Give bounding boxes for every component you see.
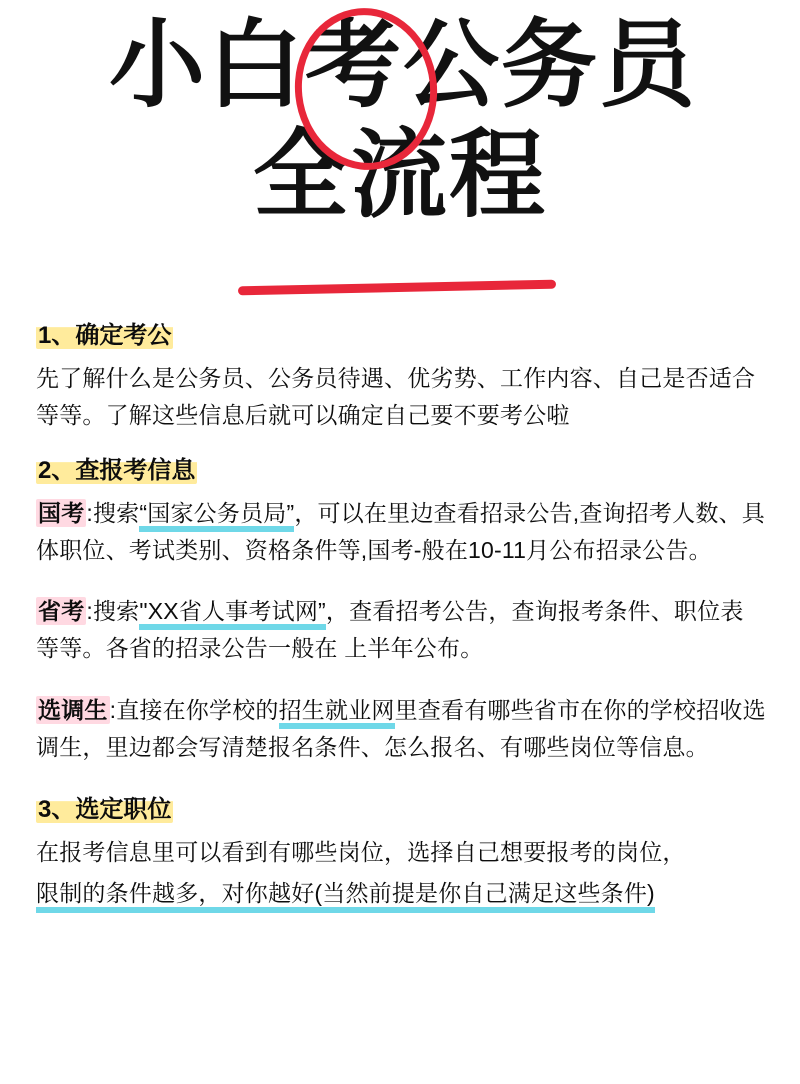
selected-graduate-text-1: :直接在你学校的: [109, 696, 279, 723]
poster-title-block: [0, 0, 800, 229]
spacer-1: [36, 573, 766, 593]
tag-selected-graduate: 选调生: [38, 696, 108, 723]
title-line-2: 全流程: [253, 118, 547, 231]
section-determine-exam: [36, 318, 766, 435]
national-exam-underlined: “国家公务员局”: [139, 495, 294, 532]
national-exam-text-2: ，可以在里边查看招录公告,查询招考人数、具体职位、考试类别、资格条件等,国考-般在10-11月公布招录公告。: [36, 499, 765, 563]
section-choose-position: [36, 792, 766, 913]
national-exam-text-1: :搜索: [86, 499, 140, 526]
title-line-1: 小白考公务员: [109, 9, 697, 121]
item-provincial-exam: [36, 593, 766, 668]
title-line-2-wrap: [253, 118, 547, 231]
item-selected-graduate: [36, 692, 766, 767]
section-heading-2: 2、查报考信息: [38, 456, 196, 484]
section-heading-3: 3、选定职位: [38, 796, 172, 823]
selected-graduate-underlined: 招生就业网: [279, 692, 395, 729]
tag-national-exam: 国考: [38, 499, 85, 526]
provincial-exam-text-2: ，查看招考公告，查询报考条件、职位表等等。各省的招录公告一般在 上半年公布。: [36, 598, 744, 662]
provincial-exam-text-1: :搜索: [86, 598, 140, 624]
tag-provincial-exam: 省考: [38, 598, 85, 624]
section-exam-info: [36, 453, 766, 767]
section-3-paragraph-1: 在报考信息里可以看到有哪些岗位，选择自己想要报考的岗位，: [36, 839, 686, 865]
section-3-underlined: 限制的条件越多，对你越好(当然前提是你自己满足这些条件): [36, 875, 655, 912]
section-1-paragraph: 先了解什么是公务员、公务员待遇、优劣势、工作内容、自己是否适合等等。了解这些信息后就可以确定自己要不要考公啦: [36, 365, 756, 429]
red-underline-annotation: [238, 280, 556, 296]
article-body: [36, 318, 766, 931]
section-3-paragraph-2: [36, 875, 766, 912]
section-heading-1: 1、确定考公: [38, 322, 172, 349]
provincial-exam-underlined: "XX省人事考试网”: [139, 593, 326, 630]
selected-graduate-text-2: 里查看有哪些省市在你的学校招收选调生，里边都会写清楚报名条件、怎么报名、有哪些岗位等信息。: [36, 696, 766, 760]
item-national-exam: [36, 495, 766, 570]
spacer-2: [36, 672, 766, 692]
